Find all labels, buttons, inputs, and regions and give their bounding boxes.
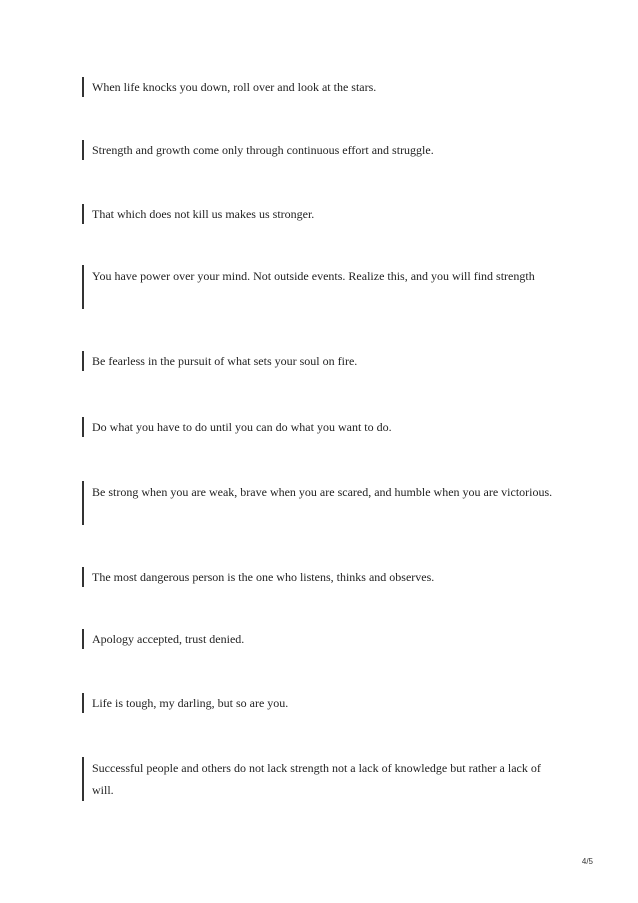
quote-block: Successful people and others do not lack strength not a lack of knowledge but rather a lack of will. — [82, 757, 562, 801]
quote-block: That which does not kill us makes us stronger. — [82, 204, 562, 224]
page-number: 4/5 — [581, 857, 593, 866]
quote-block: Strength and growth come only through continuous effort and struggle. — [82, 140, 562, 160]
quote-block: Be fearless in the pursuit of what sets your soul on fire. — [82, 351, 562, 371]
quote-block: Be strong when you are weak, brave when you are scared, and humble when you are victorious. — [82, 481, 562, 525]
quote-block: Life is tough, my darling, but so are you. — [82, 693, 562, 713]
quote-block: The most dangerous person is the one who listens, thinks and observes. — [82, 567, 562, 587]
quote-block: You have power over your mind. Not outside events. Realize this, and you will find strength — [82, 265, 562, 309]
quote-block: Apology accepted, trust denied. — [82, 629, 562, 649]
quote-block: Do what you have to do until you can do what you want to do. — [82, 417, 562, 437]
quote-block: When life knocks you down, roll over and look at the stars. — [82, 77, 562, 97]
